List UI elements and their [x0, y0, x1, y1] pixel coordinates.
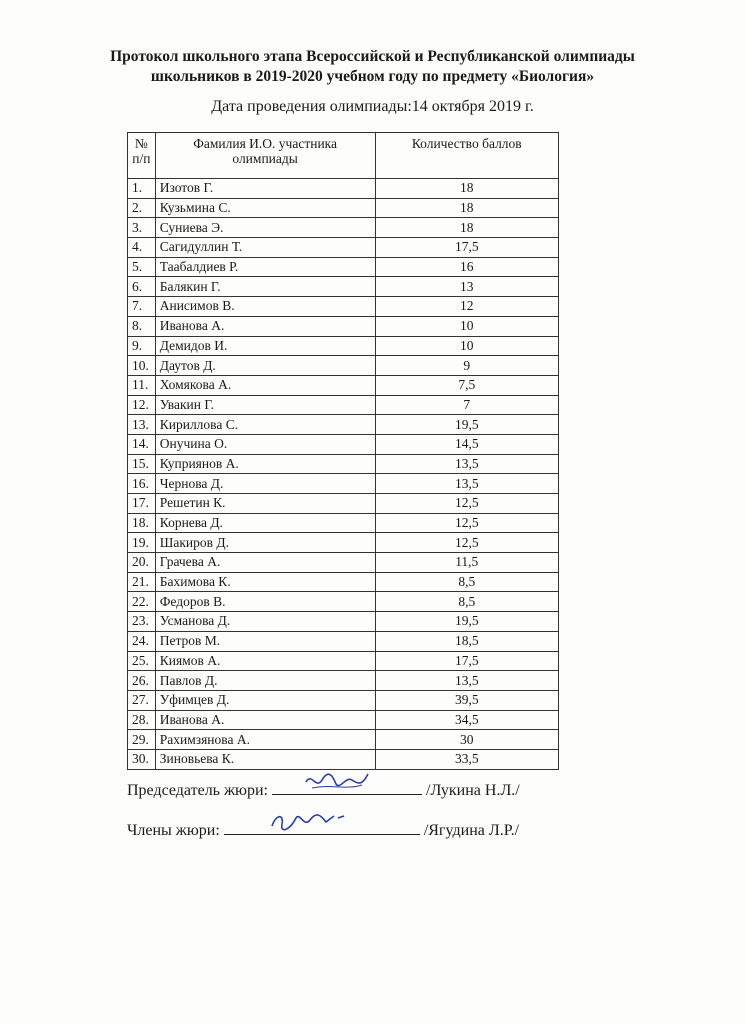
participant-score: 18: [375, 198, 559, 218]
row-number: 1.: [128, 179, 156, 199]
table-row: [128, 336, 559, 356]
participant-name: Таабалдиев Р.: [155, 257, 375, 277]
row-number: 25.: [128, 651, 156, 671]
row-number: 17.: [128, 494, 156, 514]
participant-name: Хомякова А.: [155, 375, 375, 395]
participant-name: Решетин К.: [155, 494, 375, 514]
participant-score: 12: [375, 297, 559, 317]
table-row: [128, 710, 559, 730]
participant-name: Суниева Э.: [155, 218, 375, 238]
participant-score: 13,5: [375, 671, 559, 691]
members-signature-line: [127, 820, 519, 840]
row-number: 30.: [128, 749, 156, 769]
participant-score: 30: [375, 730, 559, 750]
participant-score: 12,5: [375, 513, 559, 533]
participant-name: Увакин Г.: [155, 395, 375, 415]
participant-score: 19,5: [375, 612, 559, 632]
header-participant-top: Фамилия И.О. участника: [193, 136, 338, 151]
participant-score: 12,5: [375, 533, 559, 553]
participant-score: 18: [375, 218, 559, 238]
table-row: [128, 395, 559, 415]
row-number: 27.: [128, 690, 156, 710]
row-number: 20.: [128, 553, 156, 573]
results-table: [127, 132, 559, 770]
table-row: [128, 434, 559, 454]
participant-score: 13,5: [375, 454, 559, 474]
table-row: [128, 198, 559, 218]
participant-score: 13: [375, 277, 559, 297]
table-row: [128, 415, 559, 435]
table-row: [128, 277, 559, 297]
chair-signature-field: [272, 780, 422, 795]
row-number: 22.: [128, 592, 156, 612]
table-row: [128, 592, 559, 612]
header-participant-bottom: олимпиады: [232, 151, 298, 166]
table-row: [128, 572, 559, 592]
header-number: [128, 133, 156, 179]
row-number: 6.: [128, 277, 156, 297]
participant-score: 34,5: [375, 710, 559, 730]
row-number: 4.: [128, 238, 156, 258]
table-row: [128, 690, 559, 710]
row-number: 10.: [128, 356, 156, 376]
participant-score: 18,5: [375, 631, 559, 651]
participant-name: Кириллова С.: [155, 415, 375, 435]
row-number: 28.: [128, 710, 156, 730]
participant-name: Сагидуллин Т.: [155, 238, 375, 258]
row-number: 15.: [128, 454, 156, 474]
header-number-bottom: п/п: [132, 151, 151, 166]
participant-name: Рахимзянова А.: [155, 730, 375, 750]
participant-score: 9: [375, 356, 559, 376]
table-row: [128, 179, 559, 199]
table-row: [128, 297, 559, 317]
participant-name: Иванова А.: [155, 316, 375, 336]
row-number: 19.: [128, 533, 156, 553]
participant-score: 33,5: [375, 749, 559, 769]
members-signature-field: [224, 820, 420, 835]
row-number: 21.: [128, 572, 156, 592]
participant-score: 18: [375, 179, 559, 199]
participant-name: Уфимцев Д.: [155, 690, 375, 710]
chair-label: Председатель жюри:: [127, 782, 268, 799]
participant-score: 10: [375, 336, 559, 356]
table-header-row: [128, 133, 559, 179]
row-number: 7.: [128, 297, 156, 317]
participant-name: Павлов Д.: [155, 671, 375, 691]
participant-score: 7: [375, 395, 559, 415]
table-body: [128, 179, 559, 770]
table-row: [128, 730, 559, 750]
table-row: [128, 651, 559, 671]
table-row: [128, 631, 559, 651]
table-row: [128, 474, 559, 494]
row-number: 2.: [128, 198, 156, 218]
row-number: 9.: [128, 336, 156, 356]
row-number: 18.: [128, 513, 156, 533]
participant-name: Кузьмина С.: [155, 198, 375, 218]
participant-name: Бахимова К.: [155, 572, 375, 592]
chair-name: /Лукина Н.Л./: [426, 782, 520, 799]
participant-name: Онучина О.: [155, 434, 375, 454]
participant-score: 11,5: [375, 553, 559, 573]
participant-name: Грачева А.: [155, 553, 375, 573]
row-number: 11.: [128, 375, 156, 395]
participant-name: Иванова А.: [155, 710, 375, 730]
title-line-2: школьников в 2019-2020 учебном году по предмету «Биология»: [150, 68, 595, 85]
table-row: [128, 356, 559, 376]
members-name: /Ягудина Л.Р./: [423, 822, 520, 839]
participant-name: Изотов Г.: [155, 179, 375, 199]
participant-score: 13,5: [375, 474, 559, 494]
members-signature-scribble: [268, 810, 348, 834]
row-number: 3.: [128, 218, 156, 238]
table-row: [128, 218, 559, 238]
participant-name: Киямов А.: [155, 651, 375, 671]
table-row: [128, 316, 559, 336]
row-number: 26.: [128, 671, 156, 691]
participant-name: Петров М.: [155, 631, 375, 651]
chair-signature-line: [127, 780, 520, 800]
participant-name: Даутов Д.: [155, 356, 375, 376]
participant-name: Анисимов В.: [155, 297, 375, 317]
participant-name: Балякин Г.: [155, 277, 375, 297]
participant-name: Шакиров Д.: [155, 533, 375, 553]
table-row: [128, 671, 559, 691]
table-row: [128, 612, 559, 632]
table-row: [128, 553, 559, 573]
header-number-top: №: [134, 136, 148, 151]
row-number: 13.: [128, 415, 156, 435]
participant-name: Усманова Д.: [155, 612, 375, 632]
table-row: [128, 375, 559, 395]
participant-score: 8,5: [375, 572, 559, 592]
table-row: [128, 454, 559, 474]
header-participant: [155, 133, 375, 179]
participant-score: 39,5: [375, 690, 559, 710]
header-score: Количество баллов: [375, 133, 559, 179]
row-number: 23.: [128, 612, 156, 632]
row-number: 29.: [128, 730, 156, 750]
participant-name: Зиновьева К.: [155, 749, 375, 769]
participant-name: Корнева Д.: [155, 513, 375, 533]
row-number: 12.: [128, 395, 156, 415]
participant-score: 19,5: [375, 415, 559, 435]
participant-score: 12,5: [375, 494, 559, 514]
table-row: [128, 533, 559, 553]
participant-name: Демидов И.: [155, 336, 375, 356]
table-row: [128, 257, 559, 277]
row-number: 8.: [128, 316, 156, 336]
participant-name: Куприянов А.: [155, 454, 375, 474]
participant-score: 8,5: [375, 592, 559, 612]
table-row: [128, 494, 559, 514]
participant-score: 17,5: [375, 651, 559, 671]
document-title: [0, 47, 745, 87]
participant-score: 16: [375, 257, 559, 277]
row-number: 16.: [128, 474, 156, 494]
participant-name: Федоров В.: [155, 592, 375, 612]
participant-score: 17,5: [375, 238, 559, 258]
participant-score: 7,5: [375, 375, 559, 395]
row-number: 14.: [128, 434, 156, 454]
row-number: 5.: [128, 257, 156, 277]
row-number: 24.: [128, 631, 156, 651]
table-row: [128, 238, 559, 258]
table-row: [128, 513, 559, 533]
participant-name: Чернова Д.: [155, 474, 375, 494]
participant-score: 10: [375, 316, 559, 336]
participant-score: 14,5: [375, 434, 559, 454]
olympiad-date: Дата проведения олимпиады:14 октября 2019 г.: [211, 98, 534, 115]
title-line-1: Протокол школьного этапа Всероссийской и Республиканской олимпиады: [110, 48, 635, 65]
table-row: [128, 749, 559, 769]
chair-signature-scribble: [302, 770, 372, 794]
members-label: Члены жюри:: [127, 822, 220, 839]
